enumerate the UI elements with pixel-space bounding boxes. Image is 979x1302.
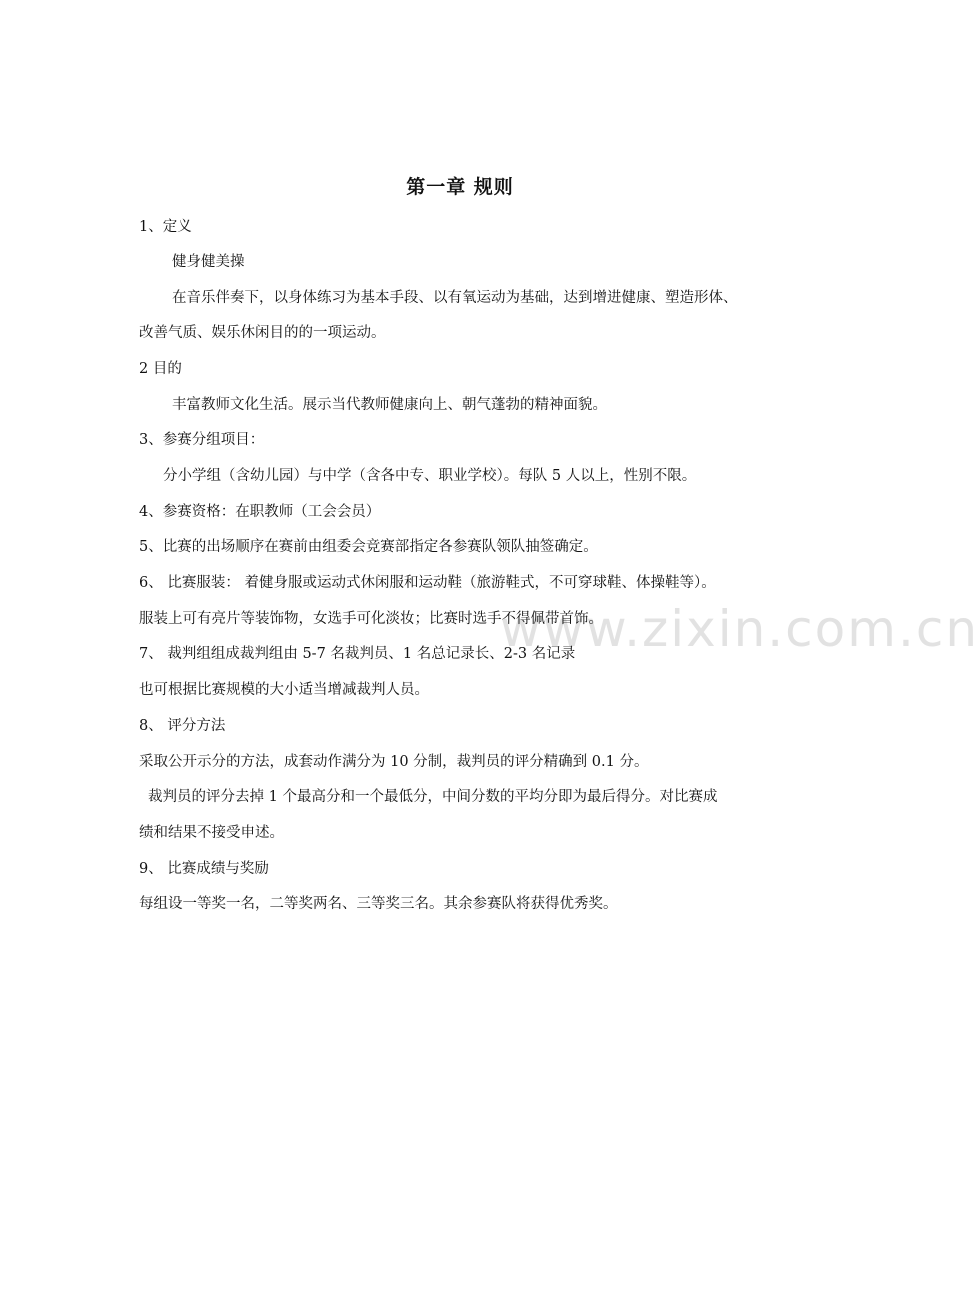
section-1-definition-line-1: 在音乐伴奏下，以身体练习为基本手段、以有氧运动为基础，达到增进健康、塑造形体、 <box>172 290 738 306</box>
section-6-line-2: 服装上可有亮片等装饰物，女选手可化淡妆；比赛时选手不得佩带首饰。 <box>139 611 603 627</box>
section-3-heading: 3、参赛分组项目： <box>139 432 265 448</box>
section-8-body-line-3: 绩和结果不接受申述。 <box>139 825 284 841</box>
section-3-body: 分小学组（含幼儿园）与中学（含各中专、职业学校）。每队 5 人以上，性别不限。 <box>163 468 697 484</box>
section-6-line-1: 6、 比赛服装： 着健身服或运动式休闲服和运动鞋（旅游鞋式，不可穿球鞋、体操鞋等）。 <box>139 575 716 591</box>
watermark: www.zixin.com.cn <box>500 600 979 658</box>
section-5-line: 5、比赛的出场顺序在赛前由组委会竞赛部指定各参赛队领队抽签确定。 <box>139 539 598 555</box>
section-2-heading: 2 目的 <box>139 361 182 377</box>
section-7-line-1: 7、 裁判组组成裁判组由 5-7 名裁判员、1 名总记录长、2-3 名记录 <box>139 646 576 662</box>
section-1-term: 健身健美操 <box>172 254 245 270</box>
section-9-heading: 9、 比赛成绩与奖励 <box>139 861 269 877</box>
section-8-body-line-1: 采取公开示分的方法，成套动作满分为 10 分制，裁判员的评分精确到 0.1 分。 <box>139 754 649 770</box>
section-2-body: 丰富教师文化生活。展示当代教师健康向上、朝气蓬勃的精神面貌。 <box>172 397 607 413</box>
section-7-line-2: 也可根据比赛规模的大小适当增减裁判人员。 <box>139 682 429 698</box>
section-4-line: 4、参赛资格：在职教师（工会会员） <box>139 504 381 520</box>
section-8-body-line-2: 裁判员的评分去掉 1 个最高分和一个最低分，中间分数的平均分即为最后得分。对比赛成 <box>148 789 718 805</box>
page-title: 第一章 规则 <box>406 176 514 198</box>
section-1-heading: 1、定义 <box>139 219 192 235</box>
section-9-body: 每组设一等奖一名，二等奖两名、三等奖三名。其余参赛队将获得优秀奖。 <box>139 896 618 912</box>
section-8-heading: 8、 评分方法 <box>139 718 226 734</box>
section-1-definition-line-2: 改善气质、娱乐休闲目的的一项运动。 <box>139 325 386 341</box>
